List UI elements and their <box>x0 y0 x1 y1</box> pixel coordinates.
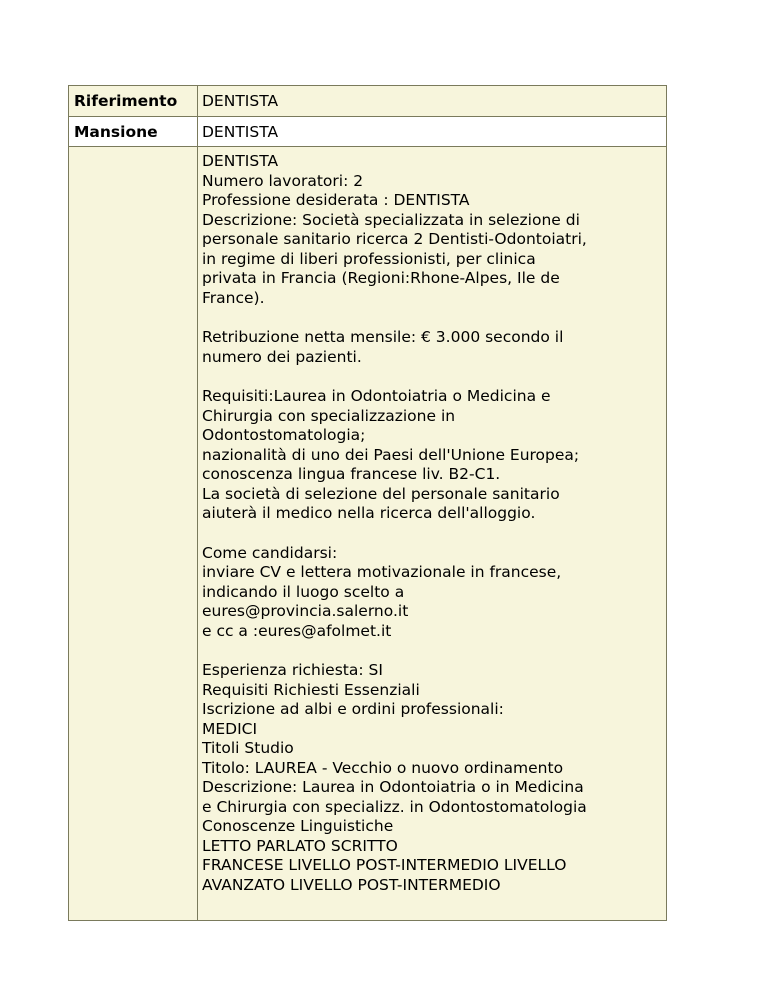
description-line: MEDICI <box>202 719 258 738</box>
mansione-value: DENTISTA <box>202 122 279 141</box>
description-line: privata in Francia (Regioni:Rhone-Alpes, Ile de <box>202 269 560 287</box>
description-line: Numero lavoratori: 2 <box>202 171 364 190</box>
description-line: LETTO PARLATO SCRITTO <box>202 836 398 855</box>
description-line: Retribuzione netta mensile: € 3.000 secondo il <box>202 328 564 346</box>
description-line: Titolo: LAUREA - Vecchio o nuovo ordinamento <box>202 758 564 777</box>
description-line: Requisiti Richiesti Essenziali <box>202 680 420 699</box>
description-line: Requisiti:Laurea in Odontoiatria o Medicina e <box>202 387 551 405</box>
table-row-description <box>69 147 667 921</box>
value-cell <box>198 116 667 147</box>
description-line: AVANZATO LIVELLO POST-INTERMEDIO <box>202 875 501 894</box>
description-line: Descrizione: Società specializzata in selezione di <box>202 210 580 229</box>
description-line: Iscrizione ad albi e ordini professionali: <box>202 700 504 718</box>
description-line: Conoscenze Linguistiche <box>202 817 394 835</box>
mansione-label: Mansione <box>74 122 158 141</box>
description-line: nazionalità di uno dei Paesi dell'Unione Europea; <box>202 445 580 464</box>
description-paragraph <box>202 661 662 895</box>
description-paragraph <box>202 152 662 308</box>
description-line: e Chirurgia con specializz. in Odontostomatologia <box>202 797 587 816</box>
table-row-riferimento <box>69 86 667 117</box>
description-line: aiuterà il medico nella ricerca dell'alloggio. <box>202 504 536 522</box>
description-line: DENTISTA <box>202 152 279 170</box>
value-cell <box>198 86 667 117</box>
description-paragraph <box>202 544 662 642</box>
description-paragraph <box>202 387 662 524</box>
description-line: personale sanitario ricerca 2 Dentisti-Odontoiatri, <box>202 230 587 248</box>
job-offer-table <box>68 85 667 921</box>
description-line: Descrizione: Laurea in Odontoiatria o in Medicina <box>202 778 584 796</box>
description-line: in regime di liberi professionisti, per clinica <box>202 249 536 268</box>
description-paragraph <box>202 328 662 367</box>
label-cell <box>69 116 198 147</box>
description-line: indicando il luogo scelto a <box>202 582 405 601</box>
description-line: numero dei pazienti. <box>202 347 362 366</box>
empty-label-cell <box>69 147 198 921</box>
description-line: Esperienza richiesta: SI <box>202 661 383 679</box>
description-line: eures@provincia.salerno.it <box>202 602 409 620</box>
description-line: e cc a :eures@afolmet.it <box>202 621 392 640</box>
description-line: Chirurgia con specializzazione in <box>202 406 456 425</box>
description-cell <box>198 147 667 921</box>
description-line: FRANCESE LIVELLO POST-INTERMEDIO LIVELLO <box>202 856 567 874</box>
description-line: Come candidarsi: <box>202 543 338 562</box>
table-row-mansione <box>69 116 667 147</box>
description-line: conoscenza lingua francese liv. B2-C1. <box>202 465 501 483</box>
description-line: Professione desiderata : DENTISTA <box>202 191 470 209</box>
riferimento-label: Riferimento <box>74 92 178 110</box>
riferimento-value: DENTISTA <box>202 92 279 110</box>
description-line: France). <box>202 288 265 307</box>
description-line: La società di selezione del personale sanitario <box>202 484 560 503</box>
description-line: Titoli Studio <box>202 739 294 757</box>
label-cell <box>69 86 198 117</box>
description-line: Odontostomatologia; <box>202 426 366 444</box>
description-body <box>202 152 662 895</box>
description-line: inviare CV e lettera motivazionale in francese, <box>202 563 562 581</box>
